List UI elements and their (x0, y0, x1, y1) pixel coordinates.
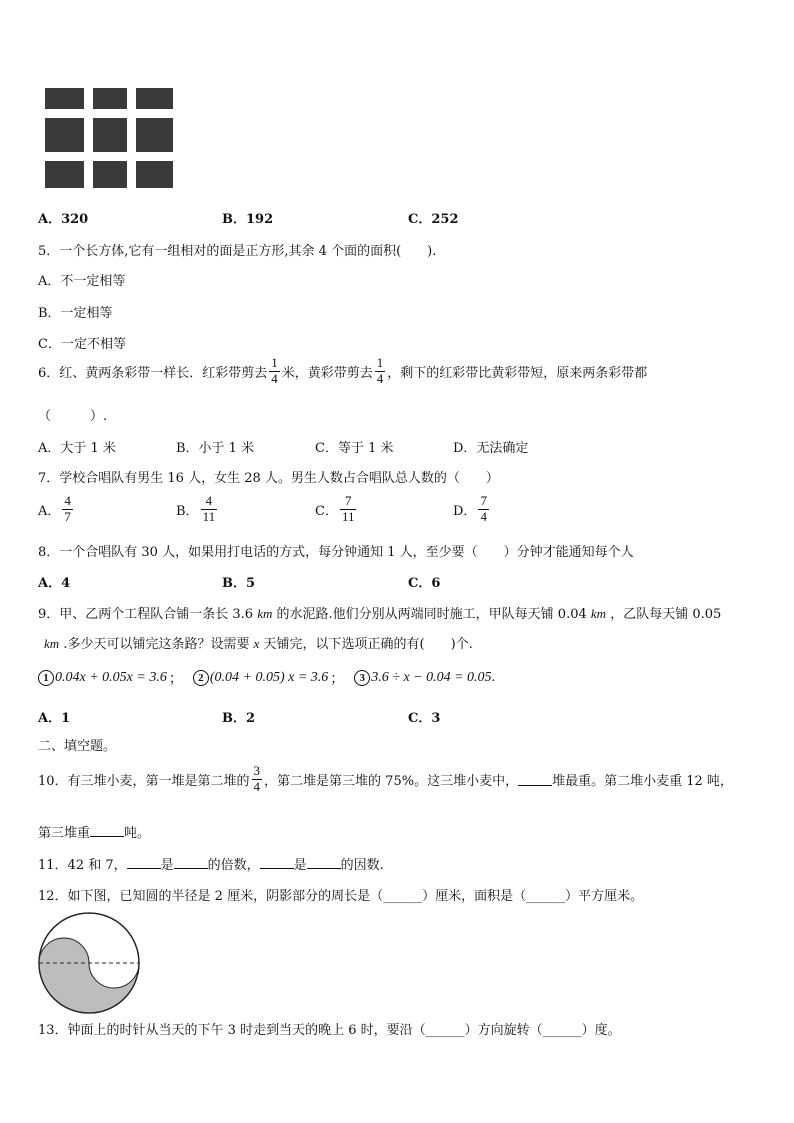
option-fraction (340, 494, 357, 525)
fraction-denominator: 4 (253, 778, 261, 794)
blank (518, 773, 552, 786)
q7-option-b (176, 494, 219, 525)
blank (260, 856, 294, 869)
yin-yang-circle-figure (36, 910, 142, 1016)
fraction-denominator: 4 (480, 508, 487, 524)
fraction-numerator: 7 (480, 493, 487, 508)
fraction-numerator: 7 (344, 493, 352, 508)
fraction-numerator: 3 (253, 763, 261, 778)
q6-stem-d: （ ）. (38, 409, 108, 424)
section-title: 二、填空题。 (38, 739, 117, 754)
q6-option-b: B．小于 1 米 (176, 441, 255, 456)
option-fraction (201, 494, 218, 525)
q11 (38, 854, 384, 873)
q9-option-c: C．3 (408, 711, 441, 726)
q6-fraction-2 (375, 356, 386, 387)
unit-km: km (590, 606, 607, 621)
q4-option-c: C．252 (408, 212, 459, 227)
fraction-denominator: 11 (202, 508, 216, 524)
option-label: C． (315, 503, 338, 519)
blank (90, 824, 124, 837)
q6-stem-b: 米，黄彩带剪去 (281, 365, 373, 381)
q7-option-d (453, 494, 491, 525)
q7-stem: 7．学校合唱队有男生 16 人，女生 28 人。男生人数占合唱队总人数的（ ） (38, 471, 499, 486)
q9-option-a: A．1 (38, 711, 71, 726)
fraction-numerator: 1 (271, 355, 278, 370)
q10-e: 吨。 (124, 826, 151, 841)
q4-option-b: B．192 (222, 212, 274, 227)
fraction-denominator: 7 (64, 508, 71, 524)
option-label: A． (38, 503, 61, 519)
fraction-numerator: 1 (376, 355, 384, 370)
circled-number-1: 1 (38, 670, 54, 686)
q12-stem: 12．如下图，已知圆的半径是 2 厘米，阴影部分的周长是（______）厘米，面积是（______）平方厘米。 (38, 889, 644, 904)
fraction-denominator: 4 (271, 370, 278, 386)
separator: ； (168, 672, 183, 687)
q11-b: 是 (160, 858, 174, 873)
q7-option-a (38, 494, 75, 525)
q6-option-c: C．等于 1 米 (315, 441, 394, 456)
circled-number-3: 3 (354, 670, 370, 686)
q10-a: 10．有三堆小麦，第一堆是第二堆的 (38, 773, 250, 789)
q5-option-a: A．不一定相等 (38, 274, 126, 289)
q6-option-a: A．大于 1 米 (38, 441, 116, 456)
unit-km: km (44, 636, 60, 651)
q5-stem: 5．一个长方体,它有一组相对的面是正方形,其余 4 个面的面积( ). (38, 244, 437, 259)
q4-option-a: A．320 (38, 212, 89, 227)
circled-number-2: 2 (193, 670, 209, 686)
q5-option-c: C．一定不相等 (38, 337, 126, 352)
q9-line2 (44, 633, 473, 652)
equation-2: (0.04 + 0.05) x = 3.6 (209, 670, 329, 685)
q11-c: 的倍数， (207, 858, 260, 873)
separator: ； (330, 672, 345, 687)
option-fraction (478, 494, 489, 525)
q8-option-c: C．6 (408, 576, 441, 591)
q8-option-b: B．5 (222, 576, 256, 591)
q5-option-b: B．一定相等 (38, 306, 113, 321)
q6-option-d: D．无法确定 (453, 441, 529, 456)
q6-stem-c: ，剩下的红彩带比黄彩带短，原来两条彩带都 (387, 365, 648, 381)
q9-line1-a: 9．甲、乙两个工程队合铺一条长 3.6 (38, 607, 254, 622)
variable-x: x (253, 636, 260, 651)
q9-line1-c: ，乙队每天铺 0.05 (610, 607, 722, 622)
q6-fraction-1 (269, 356, 280, 387)
blank (127, 856, 161, 869)
fraction-denominator: 4 (376, 370, 384, 386)
option-label: D． (453, 503, 477, 519)
blank (307, 856, 341, 869)
q10-d: 第三堆重 (38, 826, 91, 841)
option-label: B． (176, 503, 199, 519)
q11-a: 11．42 和 7， (38, 858, 127, 873)
q9-line1 (38, 603, 721, 622)
q10-fraction (252, 764, 263, 795)
q8-option-a: A．4 (38, 576, 71, 591)
equation-3: 3.6 ÷ x − 0.04 = 0.05 (371, 670, 492, 685)
q10-line1 (38, 764, 733, 795)
option-fraction (62, 494, 73, 525)
q9-option-b: B．2 (222, 711, 256, 726)
unit-km: km (257, 606, 273, 621)
q11-e: 的因数. (340, 858, 384, 873)
blank (174, 856, 208, 869)
end-period: . (491, 670, 496, 685)
q13-stem: 13．钟面上的时针从当天的下午 3 时走到当天的晚上 6 时，要沿（______）方向旋转（______）度。 (38, 1023, 621, 1038)
q10-c: 堆最重。第二堆小麦重 12 吨， (552, 773, 733, 789)
q10-line2 (38, 822, 150, 841)
q11-d: 是 (293, 858, 307, 873)
grid-figure (45, 88, 173, 188)
fraction-numerator: 4 (205, 493, 213, 508)
q9-line1-b: 的水泥路.他们分别从两端同时施工，甲队每天铺 0.04 (276, 607, 587, 622)
fraction-denominator: 11 (341, 508, 355, 524)
q7-option-c (315, 494, 358, 525)
q10-b: ，第二堆是第三堆的 75%。这三堆小麦中， (264, 773, 519, 789)
q9-line2-b: .多少天可以铺完这条路？设需要 (63, 637, 250, 652)
equation-1: 0.04x + 0.05x = 3.6 (55, 670, 167, 685)
fraction-numerator: 4 (64, 493, 71, 508)
q8-stem: 8．一个合唱队有 30 人，如果用打电话的方式，每分钟通知 1 人，至少要（ ）分钟才能通知每个人 (38, 545, 634, 560)
q9-line2-c: 天铺完，以下选项正确的有( )个. (263, 637, 473, 652)
q6-stem-a: 6．红、黄两条彩带一样长．红彩带剪去 (38, 365, 268, 381)
q6-stem (38, 356, 647, 387)
q9-equations (38, 668, 495, 688)
